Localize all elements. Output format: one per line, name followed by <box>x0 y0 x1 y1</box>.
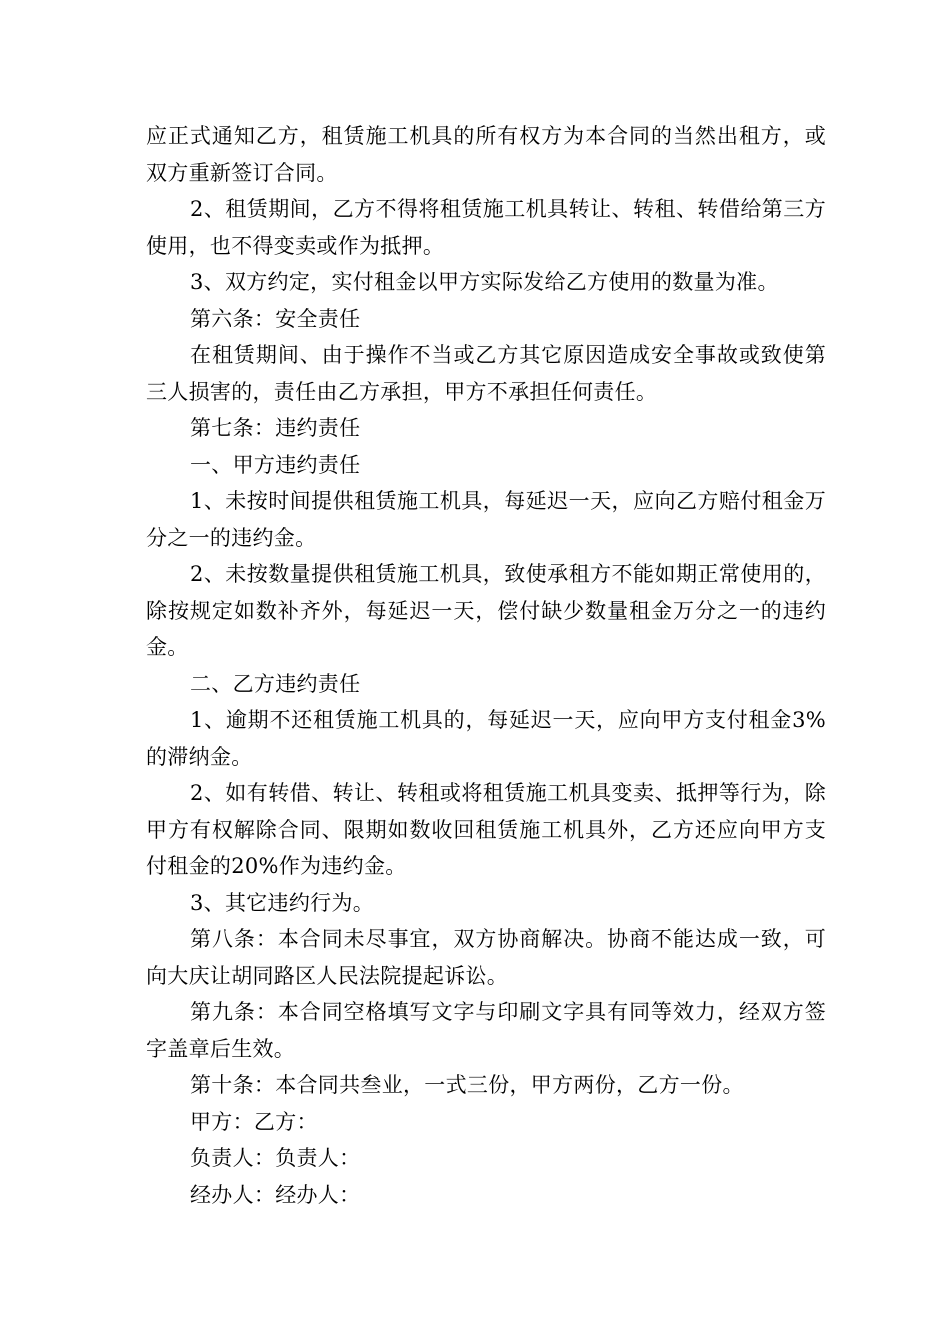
signature-handlers: 经办人：经办人： <box>190 1182 361 1207</box>
paragraph-2: 2、租赁期间，乙方不得将租赁施工机具转让、转租、转借给第三方使用，也不得变卖或作为抵押。 <box>146 197 826 258</box>
paragraph-3: 3、双方约定，实付租金以甲方实际发给乙方使用的数量为准。 <box>190 270 779 294</box>
paragraph-12: 2、如有转借、转让、转租或将租赁施工机具变卖、抵押等行为，除甲方有权解除合同、限期如数收回租赁施工机具外，乙方还应向甲方支付租金的20%作为违约金。 <box>146 781 826 878</box>
section-article-9: 第九条：本合同空格填写文字与印刷文字具有同等效力，经双方签字盖章后生效。 <box>146 1000 826 1061</box>
signature-responsible-persons: 负责人：负责人： <box>190 1146 361 1170</box>
paragraph-13: 3、其它违约行为。 <box>190 890 375 915</box>
paragraph-5: 在租赁期间、由于操作不当或乙方其它原因造成安全事故或致使第三人损害的，责任由乙方承担，甲方不承担任何责任。 <box>146 343 826 404</box>
paragraph-8: 1、未按时间提供租赁施工机具，每延迟一天，应向乙方赔付租金万分之一的违约金。 <box>146 489 826 550</box>
section-heading-article-7: 第七条：违约责任 <box>190 416 361 440</box>
section-article-8: 第八条：本合同未尽事宜，双方协商解决。协商不能达成一致，可向大庆让胡同路区人民法院提起诉讼。 <box>146 927 826 988</box>
signature-parties: 甲方：乙方： <box>190 1109 318 1134</box>
paragraph-1: 应正式通知乙方，租赁施工机具的所有权方为本合同的当然出租方，或双方重新签订合同。 <box>146 124 826 185</box>
paragraph-11: 1、逾期不还租赁施工机具的，每延迟一天，应向甲方支付租金3%的滞纳金。 <box>146 708 826 769</box>
section-heading-article-6: 第六条：安全责任 <box>190 306 361 331</box>
subheading-party-a-liability: 一、甲方违约责任 <box>190 452 361 477</box>
subheading-party-b-liability: 二、乙方违约责任 <box>190 671 361 696</box>
paragraph-9: 2、未按数量提供租赁施工机具，致使承租方不能如期正常使用的，除按规定如数补齐外，每延迟一天，偿付缺少数量租金万分之一的违约金。 <box>146 562 826 659</box>
document-body <box>146 118 826 1213</box>
section-article-10: 第十条：本合同共叁业，一式三份，甲方两份，乙方一份。 <box>190 1073 744 1097</box>
